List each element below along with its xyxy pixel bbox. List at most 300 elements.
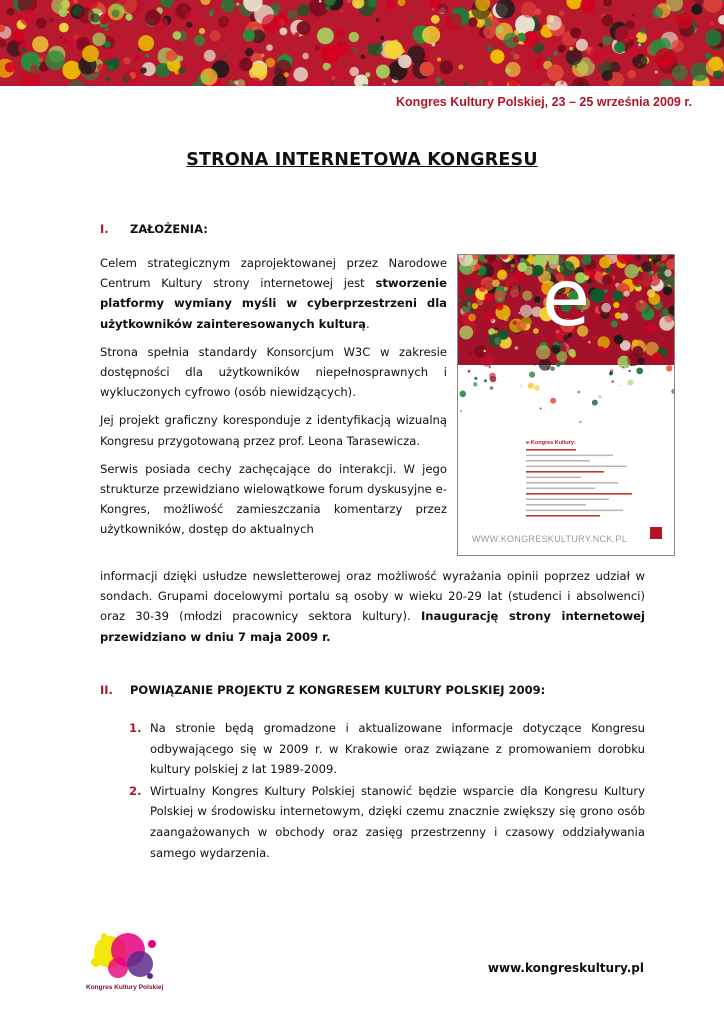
- poster-splatter: [484, 350, 487, 353]
- banner-splatter: [302, 53, 309, 60]
- poster-splatter: [551, 345, 560, 354]
- banner-splatter: [690, 63, 709, 82]
- banner-splatter: [167, 26, 171, 30]
- banner-splatter: [134, 55, 141, 62]
- poster-text-line: [526, 466, 627, 468]
- banner-splatter: [138, 35, 154, 51]
- poster-splatter: [529, 372, 535, 378]
- banner-splatter: [441, 29, 444, 32]
- logo-text: Kongres Kultury Polskiej: [86, 984, 164, 991]
- banner-splatter: [683, 55, 686, 58]
- list-item-text: Na stronie będą gromadzone i aktualizowane informacje dotyczące Kongresu odbywającego się w 2009 r. w Krakowie oraz związane z promowaniem dorobku kultury polskiej z lat 1989-2009.: [150, 721, 645, 777]
- banner-splatter: [480, 19, 486, 25]
- banner-splatter: [569, 47, 573, 51]
- poster-splatter: [653, 262, 656, 265]
- poster-splatter: [515, 346, 519, 350]
- banner-splatter: [274, 68, 281, 75]
- goal-text: Celem strategicznym zaprojektowanej przez Narodowe Centrum Kultury strony internetowej jest: [100, 256, 447, 291]
- poster-splatter: [578, 391, 581, 394]
- banner-splatter: [522, 58, 535, 71]
- banner-splatter: [468, 17, 478, 27]
- poster-splatter: [666, 365, 672, 371]
- banner-splatter: [547, 16, 562, 31]
- interaction-text: informacji dzięki usłudze newsletterowej oraz możliwość wyrażania opinii poprzez udział w sondach. Grupami docelowymi portalu są osoby w wieku 20-29 lat (studenci i absolwenci) oraz 30-39 (młodzi pracownicy sektora kultury).: [100, 569, 645, 624]
- banner-splatter: [353, 49, 357, 53]
- paragraph-w3c: Strona spełnia standardy Konsorcjum W3C w zakresie dostępności dla użytkowników niepełnosprawnych i wykluczonych cyfrowo (osób niewidzących).: [100, 344, 447, 400]
- poster-splatter: [611, 320, 618, 327]
- poster-text-line: [526, 510, 623, 512]
- poster-splatter: [489, 373, 496, 380]
- poster-splatter: [510, 286, 512, 288]
- banner-splatter: [393, 39, 398, 44]
- banner-splatter: [173, 31, 182, 40]
- banner-splatter: [13, 30, 25, 42]
- poster-splatter: [652, 352, 662, 362]
- banner-splatter: [62, 39, 67, 44]
- poster-splatter: [534, 385, 540, 391]
- banner-splatter: [288, 10, 298, 20]
- paragraph-interaction-b: [100, 566, 645, 647]
- banner-splatter: [376, 65, 390, 79]
- poster-text-line: [526, 449, 576, 451]
- poster-splatter: [609, 372, 613, 376]
- banner-splatter: [671, 40, 684, 53]
- poster-splatter: [460, 410, 462, 412]
- section-2-number: II.: [100, 683, 113, 697]
- poster-splatter: [516, 321, 526, 331]
- banner-splatter: [547, 57, 551, 61]
- banner-splatter: [125, 69, 140, 84]
- poster-text-line: [526, 477, 581, 479]
- poster-splatter: [484, 293, 493, 302]
- banner-splatter: [614, 42, 625, 53]
- poster-text-line: [526, 499, 609, 501]
- poster-splatter: [522, 291, 532, 301]
- section-2-title: POWIĄZANIE PROJEKTU Z KONGRESEM KULTURY POLSKIEJ 2009:: [130, 683, 546, 697]
- poster-splatter: [624, 291, 630, 297]
- banner-splatter: [605, 6, 607, 8]
- poster-splatter: [550, 366, 555, 371]
- banner-splatter: [103, 65, 108, 70]
- poster-splatter: [510, 269, 513, 272]
- poster-splatter: [592, 400, 598, 406]
- banner-splatter: [229, 80, 234, 85]
- poster-splatter: [540, 408, 542, 410]
- e-kongres-poster: [457, 254, 675, 556]
- banner-splatter: [7, 8, 15, 16]
- banner-splatter: [45, 51, 65, 71]
- banner-splatter: [653, 28, 662, 37]
- banner-splatter: [141, 67, 147, 73]
- poster-splatter: [660, 259, 662, 261]
- banner-splatter: [82, 45, 99, 62]
- poster-splatter: [613, 302, 619, 308]
- poster-splatter: [661, 272, 663, 274]
- banner-splatter: [280, 28, 288, 36]
- banner-splatter: [420, 62, 435, 77]
- banner-splatter: [638, 43, 641, 46]
- banner-splatter: [36, 18, 47, 29]
- poster-splatter: [484, 311, 495, 322]
- banner-splatter: [559, 11, 564, 16]
- banner-splatter: [437, 57, 441, 61]
- banner-splatter: [326, 66, 342, 82]
- banner-splatter: [5, 62, 16, 73]
- poster-splatter: [468, 314, 476, 322]
- banner-splatter: [214, 40, 221, 47]
- poster-splatter: [532, 383, 534, 385]
- banner-splatter: [123, 43, 129, 49]
- banner-splatter: [640, 28, 646, 34]
- poster-splatter: [663, 286, 672, 295]
- banner-splatter: [239, 58, 252, 71]
- poster-splatter: [534, 364, 536, 366]
- poster-splatter: [632, 339, 639, 346]
- banner-splatter: [59, 23, 69, 33]
- banner-splatter: [38, 57, 43, 62]
- list-item: [100, 718, 645, 780]
- banner-splatter: [435, 77, 441, 83]
- poster-splatter: [664, 269, 671, 276]
- banner-splatter: [266, 58, 276, 68]
- banner-splatter: [62, 61, 81, 80]
- banner-splatter: [376, 18, 380, 22]
- banner-splatter: [431, 15, 440, 24]
- poster-text-line: [526, 482, 618, 484]
- poster-splatter: [627, 379, 633, 385]
- poster-splatter: [620, 385, 622, 387]
- banner-splatter: [92, 33, 106, 47]
- banner-splatter: [195, 52, 197, 54]
- banner-splatter: [632, 14, 634, 16]
- poster-splatter: [620, 304, 629, 313]
- banner-splatter: [575, 24, 580, 29]
- poster-splatter: [519, 384, 522, 387]
- banner-splatter: [30, 65, 37, 72]
- poster-splatter: [494, 330, 498, 334]
- poster-splatter: [671, 389, 674, 394]
- banner-splatter: [711, 22, 714, 25]
- poster-splatter: [635, 300, 647, 312]
- poster-splatter: [469, 353, 471, 355]
- footer-url: www.kongreskultury.pl: [487, 961, 644, 975]
- poster-splatter: [590, 288, 604, 302]
- banner-splatter: [126, 14, 133, 21]
- poster-splatter: [517, 262, 527, 272]
- poster-splatter: [489, 366, 491, 368]
- poster-splatter: [534, 296, 541, 303]
- poster-splatter: [656, 273, 657, 274]
- banner-splatter: [667, 46, 669, 48]
- list-item-text: Wirtualny Kongres Kultury Polskiej stanowić będzie wsparcie dla Kongresu Kultury Polskiej w środowisku internetowym, dzięki czemu znacznie zwiększy się grono osób zaangażowanych w obchody oraz zasięg przestrzenny i czasowy oddziaływania samego wydarzenia.: [150, 783, 645, 860]
- poster-splatter: [490, 386, 494, 390]
- banner-splatter: [589, 47, 608, 66]
- banner-splatter: [691, 4, 702, 15]
- banner-splatter: [342, 39, 344, 41]
- page-title: STRONA INTERNETOWA KONGRESU: [186, 150, 538, 170]
- banner-splatter: [535, 57, 544, 66]
- banner-splatter: [145, 10, 161, 26]
- poster-splatter: [657, 262, 661, 266]
- kongres-logo: [80, 924, 170, 1002]
- poster-splatter: [647, 289, 655, 297]
- inauguration-bold-text: Inaugurację strony internetowej przewidziano w dniu 7 maja 2009 r.: [100, 609, 645, 644]
- banner-splatter: [275, 14, 288, 27]
- poster-splatter: [539, 359, 551, 371]
- poster-splatter: [623, 367, 625, 369]
- poster-splatter: [467, 302, 471, 306]
- banner-splatter: [676, 13, 692, 29]
- banner-splatter: [483, 26, 495, 38]
- section-1-title: ZAŁOŻENIA:: [130, 222, 208, 236]
- poster-splatter: [638, 358, 645, 365]
- banner-splatter: [105, 28, 109, 32]
- poster-splatter: [650, 326, 656, 332]
- banner-splatter: [411, 15, 414, 18]
- poster-splatter: [636, 368, 643, 375]
- banner-splatter: [496, 26, 504, 34]
- poster-splatter: [494, 290, 505, 301]
- banner-splatter: [365, 72, 370, 77]
- poster-splatter: [484, 259, 488, 263]
- paint-splatter-banner: [0, 0, 724, 86]
- banner-splatter: [78, 7, 94, 23]
- banner-splatter: [655, 48, 675, 68]
- banner-splatter: [99, 14, 110, 25]
- banner-splatter: [293, 67, 308, 82]
- banner-splatter: [490, 50, 504, 64]
- banner-splatter: [112, 10, 120, 18]
- logo-splash-icon: [80, 924, 170, 986]
- poster-text-line: [526, 504, 586, 506]
- banner-splatter: [297, 21, 311, 35]
- banner-splatter: [602, 70, 613, 81]
- banner-splatter: [228, 34, 232, 38]
- poster-splatter: [599, 267, 601, 269]
- banner-splatter: [194, 35, 205, 46]
- poster-splatter: [664, 314, 673, 323]
- paragraph-graphic-design: Jej projekt graficzny koresponduje z identyfikacją wizualną Kongresu przygotowaną przez prof. Leona Tarasewicza.: [100, 413, 447, 448]
- banner-splatter: [67, 11, 69, 13]
- poster-image: [458, 255, 674, 555]
- poster-splatter: [649, 259, 652, 262]
- poster-splatter: [511, 264, 515, 268]
- poster-splatter: [629, 370, 631, 372]
- banner-splatter: [709, 57, 723, 71]
- banner-splatter: [297, 4, 309, 16]
- banner-splatter: [20, 9, 37, 26]
- poster-splatter: [579, 421, 581, 423]
- banner-splatter: [432, 8, 435, 11]
- banner-splatter: [713, 70, 722, 79]
- banner-splatter: [570, 27, 581, 38]
- poster-splatter: [599, 257, 611, 269]
- banner-splatter: [32, 36, 48, 52]
- banner-splatter: [652, 7, 663, 18]
- banner-splatter: [705, 29, 722, 46]
- banner-splatter: [245, 48, 253, 56]
- section-1-body-continued: [100, 566, 645, 655]
- banner-splatter: [349, 67, 359, 77]
- poster-splatter: [620, 313, 628, 321]
- poster-splatter: [591, 317, 596, 322]
- poster-text-line: [526, 488, 595, 490]
- banner-splatter: [366, 32, 380, 46]
- poster-splatter: [498, 329, 508, 339]
- banner-splatter: [575, 65, 578, 68]
- poster-splatter: [592, 336, 596, 340]
- banner-splatter: [521, 2, 537, 18]
- banner-splatter: [340, 10, 342, 12]
- banner-splatter: [204, 50, 216, 62]
- banner-splatter: [184, 54, 189, 59]
- banner-splatter: [261, 54, 265, 58]
- poster-splatter: [624, 264, 638, 278]
- poster-splatter: [506, 277, 519, 290]
- banner-splatter: [380, 36, 384, 40]
- poster-splatter: [598, 336, 610, 348]
- poster-splatter: [641, 261, 652, 272]
- banner-splatter: [440, 60, 454, 74]
- banner-splatter: [705, 53, 711, 59]
- banner-splatter: [621, 71, 625, 75]
- banner-splatter: [505, 68, 511, 74]
- banner-splatter: [602, 36, 612, 46]
- banner-splatter: [145, 54, 149, 58]
- poster-letter-e: e: [542, 255, 590, 344]
- poster-url: WWW.KONGRESKULTURY.NCK.PL: [472, 534, 628, 544]
- poster-splatter: [513, 321, 517, 325]
- banner-splatter: [445, 13, 463, 31]
- congress-date-line: Kongres Kultury Polskiej, 23 – 25 września 2009 r.: [396, 95, 692, 109]
- poster-splatter: [518, 312, 520, 314]
- poster-splatter: [520, 305, 533, 318]
- banner-splatter: [326, 6, 331, 11]
- poster-text-line: [526, 460, 590, 462]
- banner-splatter: [361, 55, 366, 60]
- banner-splatter: [511, 51, 514, 54]
- banner-splatter: [513, 54, 519, 60]
- banner-splatter: [615, 26, 632, 43]
- poster-splatter: [474, 377, 477, 380]
- list-item: [100, 781, 645, 863]
- banner-splatter: [635, 37, 638, 40]
- poster-splatter: [568, 349, 575, 356]
- banner-splatter: [319, 0, 322, 3]
- banner-splatter: [294, 32, 299, 37]
- poster-splatter: [484, 379, 487, 382]
- poster-splatter: [475, 327, 477, 329]
- banner-splatter: [243, 29, 255, 41]
- header-banner: [0, 0, 724, 86]
- banner-splatter: [199, 28, 205, 34]
- banner-splatter: [336, 28, 346, 38]
- poster-splatter: [604, 289, 608, 293]
- poster-splatter: [464, 286, 474, 296]
- banner-splatter: [479, 81, 483, 85]
- banner-splatter: [558, 45, 566, 53]
- poster-splatter: [550, 398, 556, 404]
- goal-end: .: [365, 316, 370, 331]
- poster-text-line: [526, 493, 632, 495]
- banner-splatter: [174, 70, 178, 74]
- banner-splatter: [223, 54, 226, 57]
- section-1-heading: [100, 222, 208, 236]
- section-1-body: [100, 253, 447, 540]
- poster-splatter: [479, 285, 486, 292]
- banner-splatter: [22, 48, 26, 52]
- poster-splatter: [468, 370, 471, 373]
- poster-splatter: [460, 391, 467, 398]
- poster-text-line: [526, 471, 604, 473]
- banner-splatter: [321, 45, 340, 64]
- banner-splatter: [109, 66, 113, 70]
- banner-splatter: [103, 48, 116, 61]
- banner-splatter: [209, 12, 214, 17]
- banner-splatter: [560, 81, 564, 85]
- banner-splatter: [106, 77, 110, 81]
- section-2-heading: [100, 683, 545, 697]
- poster-splatter: [479, 269, 485, 275]
- banner-splatter: [438, 3, 448, 13]
- banner-splatter: [548, 37, 559, 48]
- poster-splatter: [598, 346, 605, 353]
- banner-splatter: [266, 44, 273, 51]
- poster-splatter: [602, 274, 613, 285]
- banner-splatter: [672, 65, 688, 81]
- banner-splatter: [210, 30, 221, 41]
- banner-splatter: [566, 48, 583, 65]
- list-item-number: 2.: [129, 783, 142, 798]
- banner-splatter: [547, 64, 564, 81]
- poster-splatter: [601, 303, 611, 313]
- poster-splatter: [615, 312, 622, 319]
- section-2-list: [100, 718, 645, 864]
- poster-heading: e-Kongres Kultury:: [526, 440, 576, 446]
- banner-splatter: [554, 51, 558, 55]
- poster-splatter: [499, 270, 506, 277]
- poster-splatter: [476, 270, 479, 273]
- banner-splatter: [236, 3, 239, 6]
- banner-splatter: [627, 70, 636, 79]
- poster-splatter: [648, 275, 660, 287]
- banner-splatter: [178, 42, 181, 45]
- banner-splatter: [317, 28, 334, 45]
- poster-splatter: [530, 294, 531, 295]
- list-item-number: 1.: [129, 721, 142, 735]
- poster-splatter: [611, 380, 614, 383]
- paragraph-goal: [100, 253, 447, 334]
- banner-splatter: [49, 18, 54, 23]
- banner-splatter: [398, 55, 412, 69]
- banner-splatter: [535, 23, 543, 31]
- poster-splatter: [473, 382, 478, 387]
- poster-splatter: [492, 280, 500, 288]
- banner-splatter: [200, 68, 217, 85]
- poster-splatter: [613, 290, 624, 301]
- banner-splatter: [383, 83, 385, 85]
- banner-splatter: [458, 64, 463, 69]
- banner-splatter: [60, 37, 62, 39]
- paragraph-interaction-a: Serwis posiada cechy zachęcające do interakcji. W jego strukturze przewidziano wielowątkowe forum dyskusyjne e-Kongres, możliwość zamieszczania komentarzy przez użytkowników, dostęp do aktualnych: [100, 461, 447, 537]
- banner-splatter: [330, 82, 333, 85]
- poster-nck-logo-icon: [650, 527, 662, 539]
- goal-bold-text: stworzenie platformy wymiany myśli w cyberprzestrzeni dla użytkowników zainteresowanych kulturą: [100, 276, 447, 331]
- banner-splatter: [234, 80, 238, 84]
- banner-splatter: [349, 32, 359, 42]
- poster-splatter: [533, 328, 539, 334]
- poster-text-line: [526, 515, 600, 517]
